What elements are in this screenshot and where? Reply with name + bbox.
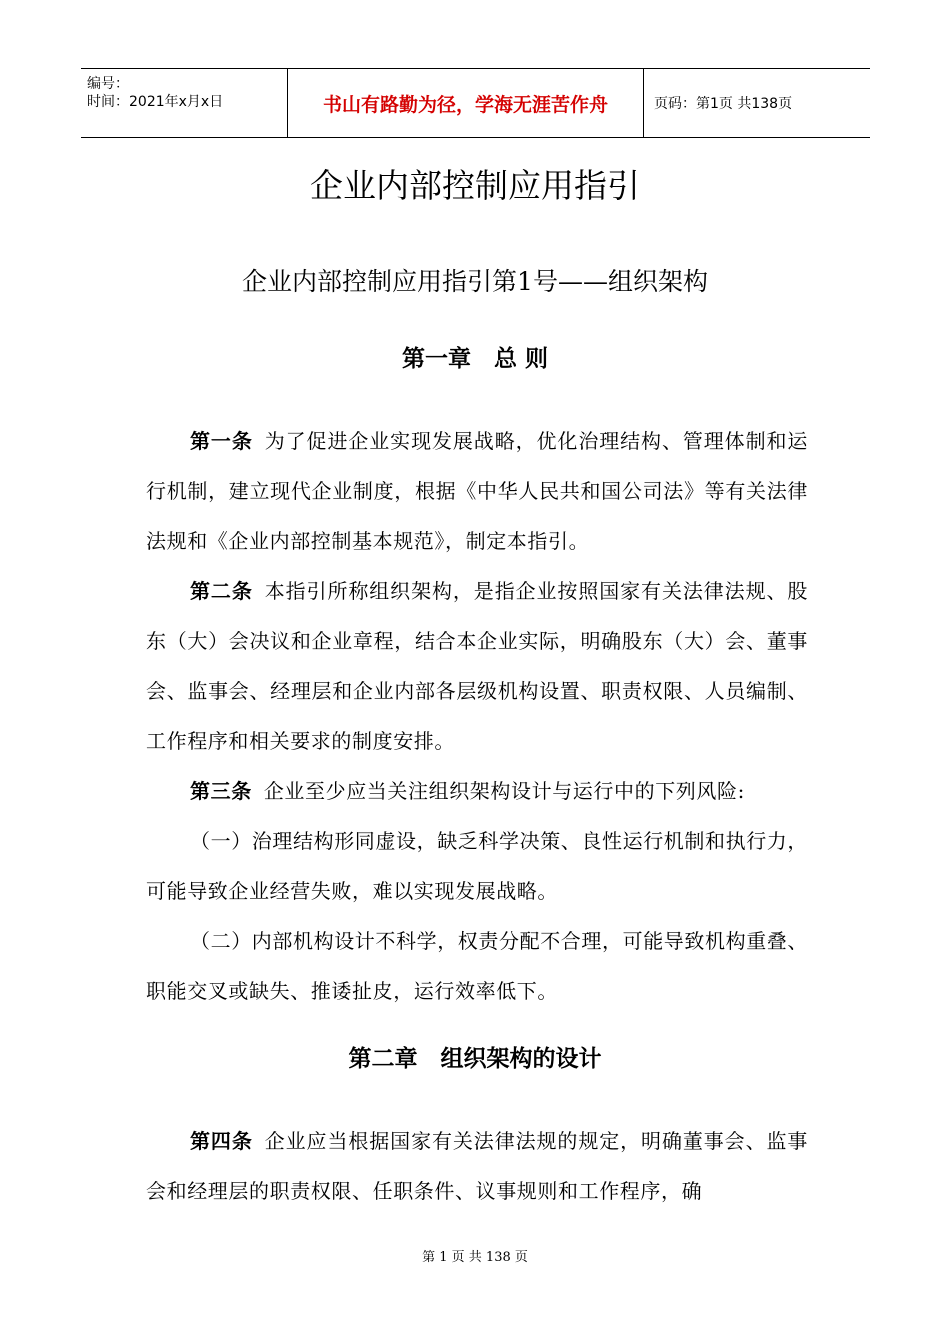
header-page-info: 页码：第1页 共138页	[654, 96, 793, 112]
article-3-label: 第三条	[190, 779, 252, 803]
time-label: 时间：2021年x月x日	[87, 94, 224, 110]
page-header	[81, 68, 870, 138]
article-4-text: 企业应当根据国家有关法律法规的规定，明确董事会、监事会和经理层的职责权限、任职条件、议事规则和工作程序，确	[146, 1129, 808, 1203]
document-title: 企业内部控制应用指引	[310, 166, 640, 205]
article-2-text: 本指引所称组织架构，是指企业按照国家有关法律法规、股东（大）会决议和企业章程，结合本企业实际，明确股东（大）会、董事会、监事会、经理层和企业内部各层级机构设置、职责权限、人员编制、工作程序和相关要求的制度安排。	[146, 579, 808, 753]
page-footer: 第 1 页 共 138 页	[422, 1250, 528, 1265]
article-1-text: 为了促进企业实现发展战略，优化治理结构、管理体制和运行机制，建立现代企业制度，根据《中华人民共和国公司法》等有关法律法规和《企业内部控制基本规范》，制定本指引。	[146, 429, 808, 553]
number-label: 编号：	[87, 76, 129, 92]
chapter-1-heading: 第一章 总 则	[401, 346, 548, 372]
header-meta	[81, 69, 287, 137]
article-1-label: 第一条	[190, 429, 253, 453]
article-3	[146, 766, 808, 816]
article-2-label: 第二条	[190, 579, 253, 603]
article-2	[146, 566, 808, 766]
document-subtitle: 企业内部控制应用指引第1号——组织架构	[242, 267, 708, 296]
header-motto: 书山有路勤为径，学海无涯苦作舟	[287, 69, 644, 137]
article-3-item-1: （一）治理结构形同虚设，缺乏科学决策、良性运行机制和执行力，可能导致企业经营失败，难以实现发展战略。	[146, 829, 808, 903]
article-1	[146, 416, 808, 566]
article-4	[146, 1116, 808, 1216]
chapter-2-heading: 第二章 组织架构的设计	[348, 1046, 602, 1072]
article-3-text: 企业至少应当关注组织架构设计与运行中的下列风险:	[263, 779, 745, 803]
article-3-item-2: （二）内部机构设计不科学，权责分配不合理，可能导致机构重叠、职能交叉或缺失、推诿扯皮，运行效率低下。	[146, 929, 808, 1003]
article-4-label: 第四条	[190, 1129, 253, 1153]
